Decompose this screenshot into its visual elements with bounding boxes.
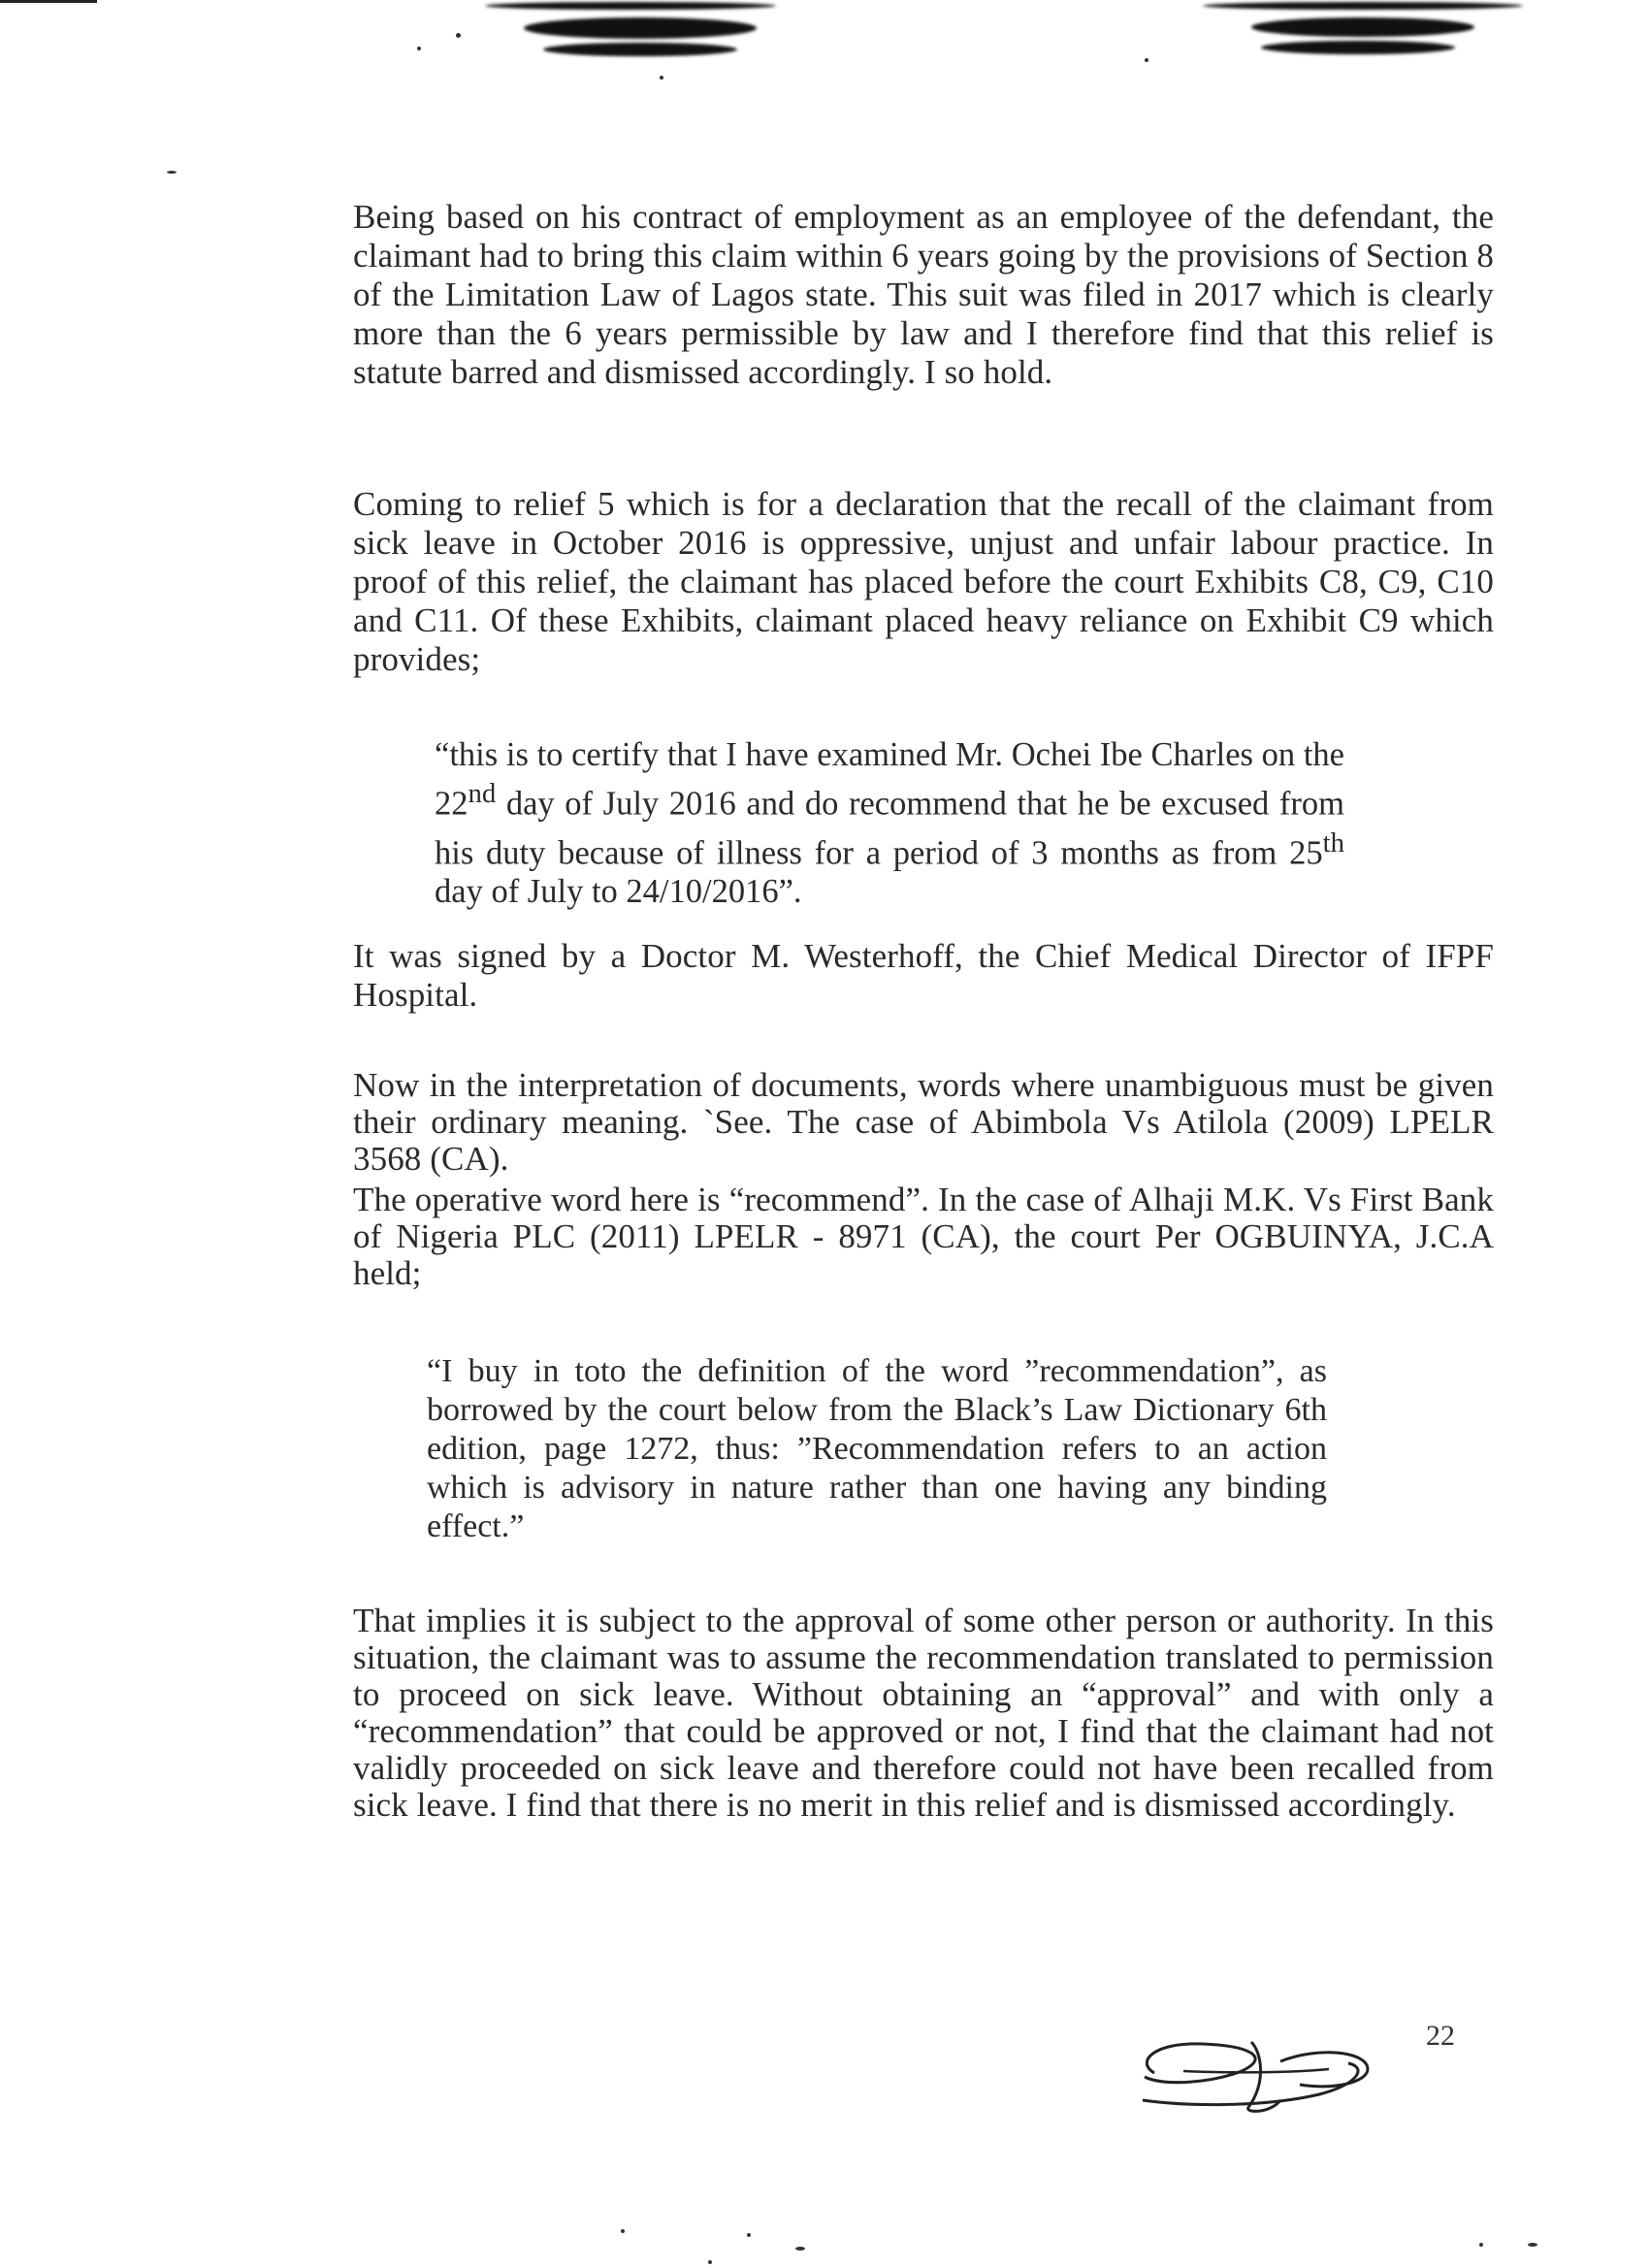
scan-speck	[708, 2260, 712, 2264]
redaction-mark-left-2	[543, 43, 737, 56]
scan-speck	[795, 2247, 805, 2251]
paragraph-operative-word: The operative word here is “recommend”. In the case of Alhaji M.K. Vs First Bank of Nigeria PLC (2011) LPELR - 8971 (CA), the court Per OGBUINYA, J.C.A held;	[353, 1181, 1494, 1292]
scan-speck	[1528, 2243, 1537, 2247]
scan-speck	[167, 171, 177, 174]
page-number: 22	[1426, 2020, 1455, 2052]
quote-medical-certificate	[435, 735, 1344, 911]
redaction-mark-right-3	[1203, 2, 1523, 10]
scan-speck	[621, 2229, 625, 2233]
quote-text: day of July to 24/10/2016”.	[435, 873, 802, 910]
scan-edge-line	[0, 0, 97, 3]
paragraph-signed-by: It was signed by a Doctor M. Westerhoff, the Chief Medical Director of IFPF Hospital.	[353, 937, 1494, 1014]
signature-image	[1125, 2013, 1397, 2120]
scan-speck	[660, 76, 663, 80]
scan-speck	[456, 33, 461, 38]
paragraph-statute-barred: Being based on his contract of employment as an employee of the defendant, the claimant had to bring this claim within 6 years going by the provisions of Section 8 of the Limitation Law of Lagos state. This suit was filed in 2017 which is clearly more than the 6 years permissible by law and I therefore find that this relief is statute barred and dismissed accordingly. I so hold.	[353, 198, 1494, 391]
paragraph-relief-5: Coming to relief 5 which is for a declaration that the recall of the claimant from sick leave in October 2016 is oppressive, unjust and unfair labour practice. In proof of this relief, the claimant has placed before the court Exhibits C8, C9, C10 and C11. Of these Exhibits, claimant placed heavy reliance on Exhibit C9 which provides;	[353, 485, 1494, 678]
quote-text: “this is to certify that I have examined Mr. Ochei Ibe Charles on the 22	[435, 736, 1344, 823]
quote-recommendation-definition: “I buy in toto the definition of the word ”recommendation”, as borrowed by the court below from the Black’s Law Dictionary 6th edition, page 1272, thus: ”Recommendation refers to an action which is advisory in nature rather than one having any binding effect.”	[427, 1353, 1327, 1544]
redaction-mark-right-2	[1261, 41, 1455, 54]
redaction-mark-left	[524, 17, 757, 39]
redaction-mark-right	[1251, 17, 1474, 37]
scan-speck	[1145, 58, 1148, 62]
quote-text: day of July 2016 and do recommend that he be excused from his duty because of illness for a period of 3 months as from 25	[435, 785, 1344, 871]
scan-speck	[1479, 2243, 1483, 2247]
superscript: th	[1322, 826, 1344, 859]
redaction-mark-left-3	[485, 2, 776, 10]
paragraph-interpretation: Now in the interpretation of documents, words where unambiguous must be given their ordinary meaning. `See. The case of Abimbola Vs Atilola (2009) LPELR 3568 (CA).	[353, 1066, 1494, 1178]
scan-speck	[747, 2233, 751, 2237]
scan-speck	[417, 47, 421, 50]
superscript: nd	[468, 778, 497, 809]
paragraph-conclusion: That implies it is subject to the approval of some other person or authority. In this situation, the claimant was to assume the recommendation translated to permission to proceed on sick leave. Without obtaining an “approval” and with only a “recommendation” that could be approved or not, I find that the claimant had not validly proceeded on sick leave and therefore could not have been recalled from sick leave. I find that there is no merit in this relief and is dismissed accordingly.	[353, 1602, 1494, 1824]
